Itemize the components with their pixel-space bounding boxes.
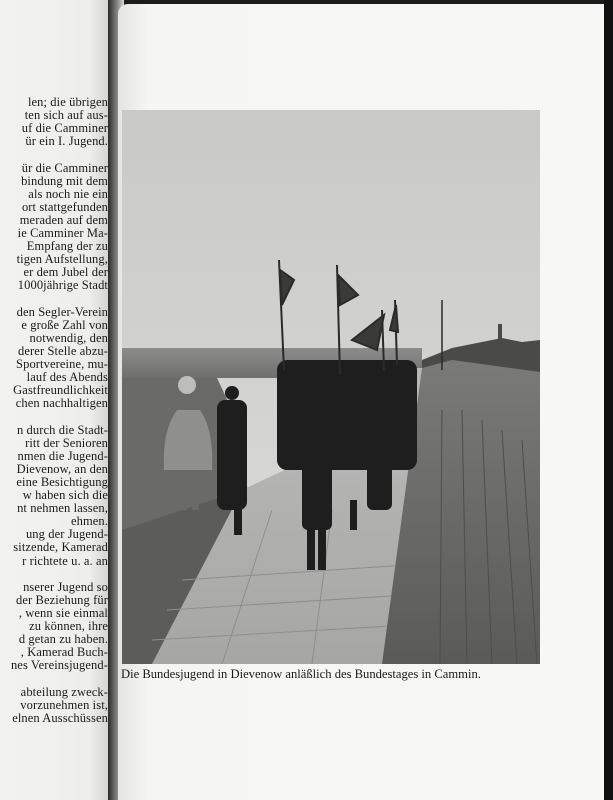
left-page-line: d getan zu haben. bbox=[18, 632, 108, 647]
left-page-line: ie Camminer Ma- bbox=[17, 226, 108, 240]
left-page-line: zu können, ihre bbox=[29, 619, 108, 633]
left-page-line: w haben sich die bbox=[22, 488, 108, 502]
left-page-line: ür ein I. Jugend. bbox=[25, 134, 108, 149]
left-page-line: sitzende, Kamerad bbox=[13, 540, 108, 555]
left-page-line: ung der Jugend- bbox=[25, 527, 108, 542]
left-page-line: nserer Jugend so bbox=[23, 579, 108, 594]
left-page-line: abteilung zweck- bbox=[20, 684, 108, 699]
left-page bbox=[0, 0, 112, 800]
left-page-line: elnen Ausschüssen bbox=[12, 710, 108, 725]
left-page-line: , Kamerad Buch- bbox=[20, 645, 108, 660]
left-page-line: ten sich auf aus- bbox=[24, 108, 108, 123]
left-page-line: nmen die Jugend- bbox=[17, 448, 108, 463]
left-page-line: eine Besichtigung bbox=[16, 474, 108, 489]
left-page-line: der Beziehung für bbox=[16, 592, 108, 607]
left-page-line: ritt der Senioren bbox=[25, 435, 108, 450]
left-page-line: len; die übrigen bbox=[27, 95, 108, 109]
left-page-line: ehmen. bbox=[70, 514, 108, 529]
left-page-line: n durch die Stadt- bbox=[16, 422, 108, 437]
left-page-line: nes Vereinsjugend- bbox=[10, 658, 108, 673]
left-page-line: r richtete u. a. an bbox=[22, 553, 108, 568]
photo-illustration bbox=[122, 110, 540, 664]
left-page-line: den Segler-Verein bbox=[16, 304, 108, 319]
left-page-line: , wenn sie einmal bbox=[18, 605, 108, 620]
left-page-line: vorzunehmen ist, bbox=[20, 697, 108, 712]
left-page-line: notwendig, den bbox=[29, 330, 108, 345]
left-page-line: Gastfreundlichkeit bbox=[13, 383, 108, 398]
page-edge-shadow bbox=[604, 0, 613, 800]
left-page-line: uf die Camminer bbox=[21, 121, 108, 136]
left-page-line: meraden auf dem bbox=[19, 212, 108, 227]
left-page-line: Sportvereine, mu- bbox=[16, 357, 108, 371]
left-page-line: er dem Jubel der bbox=[23, 265, 108, 280]
left-page-line: Dievenow, an den bbox=[16, 461, 108, 476]
left-page-line: als noch nie ein bbox=[28, 186, 108, 201]
left-page-line: Empfang der zu bbox=[26, 239, 108, 254]
procession-photo bbox=[122, 110, 540, 664]
left-page-line: bindung mit dem bbox=[21, 173, 108, 188]
left-page-line: nt nehmen lassen, bbox=[17, 501, 108, 516]
left-page-line: chen nachhaltigen bbox=[15, 396, 108, 411]
left-page-line: e große Zahl von bbox=[21, 317, 108, 332]
photo-caption: Die Bundesjugend in Dievenow anläßlich des Bundestages in Cammin. bbox=[121, 667, 481, 681]
left-page-line: lauf des Abends bbox=[26, 370, 108, 385]
left-page-line: tigen Aufstellung, bbox=[16, 252, 108, 267]
left-page-line: ort stattgefunden bbox=[21, 199, 108, 214]
left-page-line: 1000jährige Stadt bbox=[17, 278, 108, 293]
left-page-line: ür die Camminer bbox=[21, 160, 108, 175]
left-page-line: derer Stelle abzu- bbox=[18, 343, 108, 358]
